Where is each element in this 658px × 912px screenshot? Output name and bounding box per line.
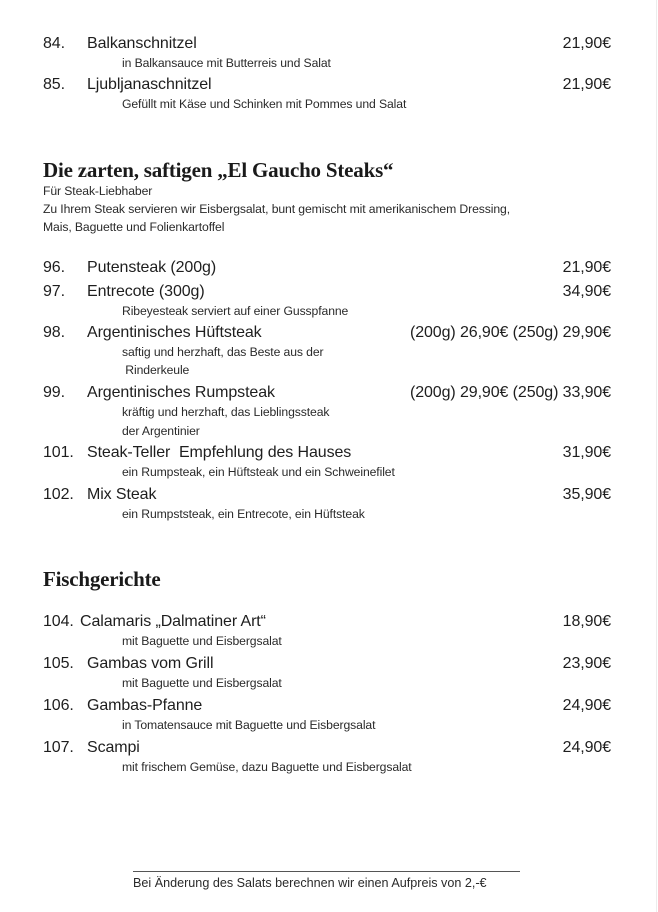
- item-description: saftig und herzhaft, das Beste aus der: [122, 345, 324, 359]
- item-name: Entrecote (300g): [87, 283, 205, 300]
- item-description: Rinderkeule: [122, 363, 190, 377]
- item-description: Gefüllt mit Käse und Schinken mit Pommes und Salat: [122, 97, 407, 111]
- item-price: 23,90€: [562, 655, 611, 672]
- item-number: 106.: [43, 697, 74, 714]
- item-number: 101.: [43, 444, 74, 461]
- item-number: 98.: [43, 324, 65, 341]
- item-name: Scampi: [87, 739, 140, 756]
- section-intro-line: Mais, Baguette und Folienkartoffel: [43, 220, 225, 234]
- item-description: der Argentinier: [122, 424, 200, 438]
- item-price: 34,90€: [562, 283, 611, 300]
- footer-note: Bei Änderung des Salats berechnen wir einen Aufpreis von 2,-€: [133, 876, 487, 890]
- item-name: Putensteak (200g): [87, 259, 217, 276]
- item-number: 84.: [43, 35, 65, 52]
- item-price: 35,90€: [562, 486, 611, 503]
- item-description: mit frischem Gemüse, dazu Baguette und Eisbergsalat: [122, 760, 412, 774]
- item-description: in Balkansauce mit Butterreis und Salat: [122, 56, 331, 70]
- section-intro-line: Zu Ihrem Steak servieren wir Eisbergsalat, bunt gemischt mit amerikanischem Dressing,: [43, 202, 510, 216]
- item-number: 104.: [43, 613, 74, 630]
- item-price: 18,90€: [562, 613, 611, 630]
- item-number: 99.: [43, 384, 65, 401]
- item-number: 105.: [43, 655, 74, 672]
- item-number: 102.: [43, 486, 74, 503]
- section-title: Die zarten, saftigen „El Gaucho Steaks“: [43, 158, 394, 182]
- item-name: Argentinisches Rumpsteak: [87, 384, 275, 401]
- item-price: (200g) 29,90€ (250g) 33,90€: [409, 384, 611, 401]
- item-name: Argentinisches Hüftsteak: [87, 324, 262, 341]
- item-number: 107.: [43, 739, 74, 756]
- item-name: Mix Steak: [87, 486, 157, 503]
- item-price: 21,90€: [562, 259, 611, 276]
- item-name: Calamaris „Dalmatiner Art“: [80, 613, 266, 630]
- item-price: 21,90€: [562, 76, 611, 93]
- item-number: 85.: [43, 76, 65, 93]
- item-number: 96.: [43, 259, 65, 276]
- section-title: Fischgerichte: [43, 567, 161, 591]
- item-name: Gambas vom Grill: [87, 655, 214, 672]
- item-price: 31,90€: [562, 444, 611, 461]
- item-price: (200g) 26,90€ (250g) 29,90€: [409, 324, 611, 341]
- footer-divider: [133, 871, 520, 872]
- item-description: mit Baguette und Eisbergsalat: [122, 676, 282, 690]
- item-name: Ljubljanaschnitzel: [87, 76, 212, 93]
- item-name: Balkanschnitzel: [87, 35, 197, 52]
- item-price: 24,90€: [562, 739, 611, 756]
- item-number: 97.: [43, 283, 65, 300]
- page-edge: [656, 0, 657, 912]
- item-description: kräftig und herzhaft, das Lieblingssteak: [122, 405, 330, 419]
- item-name: Steak-Teller Empfehlung des Hauses: [87, 444, 352, 461]
- item-name: Gambas-Pfanne: [87, 697, 203, 714]
- item-description: in Tomatensauce mit Baguette und Eisbergsalat: [122, 718, 376, 732]
- item-price: 24,90€: [562, 697, 611, 714]
- section-subtitle: Für Steak-Liebhaber: [43, 184, 153, 198]
- item-description: ein Rumpststeak, ein Entrecote, ein Hüftsteak: [122, 507, 365, 521]
- item-description: mit Baguette und Eisbergsalat: [122, 634, 282, 648]
- item-description: Ribeyesteak serviert auf einer Gusspfanne: [122, 304, 349, 318]
- item-description: ein Rumpsteak, ein Hüftsteak und ein Schweinefilet: [122, 465, 395, 479]
- item-price: 21,90€: [562, 35, 611, 52]
